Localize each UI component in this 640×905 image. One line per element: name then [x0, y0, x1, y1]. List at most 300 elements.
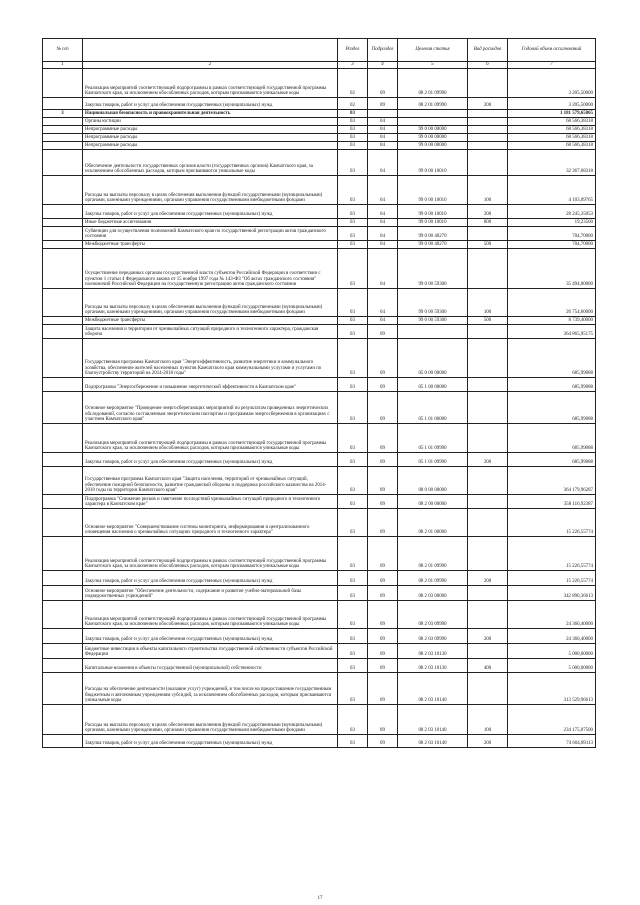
table-cell: 99 0 00 00000 — [398, 126, 468, 134]
table-cell: 200 — [468, 629, 508, 644]
table-cell: 04 — [368, 227, 398, 241]
table-cell: 99 0 00 59300 — [398, 317, 468, 325]
table-cell — [43, 467, 83, 495]
table-cell: 09 — [368, 325, 398, 339]
table-cell — [468, 118, 508, 126]
table-cell: 400 — [468, 659, 508, 673]
table-cell — [43, 142, 83, 150]
table-cell: 09 — [368, 69, 398, 98]
table-cell: 19,23500 — [508, 219, 596, 227]
table-cell — [43, 673, 83, 705]
table-cell: 03 — [338, 644, 368, 659]
table-cell — [43, 495, 83, 509]
table-cell — [468, 325, 508, 339]
table-row — [43, 629, 596, 644]
table-cell: 09 — [368, 586, 398, 601]
table-cell: 200 — [468, 453, 508, 467]
table-cell: 685,99088 — [508, 339, 596, 378]
table-cell — [368, 110, 398, 118]
table-cell — [468, 126, 508, 134]
header-cell — [83, 39, 338, 62]
table-cell — [43, 735, 83, 748]
table-cell: 100 — [468, 176, 508, 205]
table-cell: 1 181 579,65865 — [508, 110, 596, 118]
table-cell: 704,70000 — [508, 241, 596, 249]
table-cell: 08 2 03 09990 — [398, 601, 468, 629]
table-cell: 03 — [338, 118, 368, 126]
table-cell: 09 — [368, 424, 398, 453]
table-cell — [468, 110, 508, 118]
table-cell: 03 — [338, 509, 368, 537]
table-cell: 03 — [338, 586, 368, 601]
table-cell — [43, 644, 83, 659]
table-cell — [398, 118, 468, 126]
table-cell: 03 — [338, 325, 368, 339]
table-cell: Капитальные вложения в объекты государственной (муниципальной) собственности — [83, 659, 338, 673]
table-row — [43, 705, 596, 735]
table-row — [43, 495, 596, 509]
table-cell: 02 — [338, 98, 368, 110]
table-cell — [468, 537, 508, 571]
table-cell: 03 — [338, 339, 368, 378]
table-cell: 04 — [368, 176, 398, 205]
budget-table — [42, 38, 596, 748]
column-number: 6 — [468, 62, 508, 69]
table-row — [43, 392, 596, 424]
table-cell: 358 116,92387 — [508, 495, 596, 509]
table-cell: Органы юстиции — [83, 118, 338, 126]
table-row — [43, 69, 596, 98]
table-cell — [43, 339, 83, 378]
table-cell: 08 2 03 10140 — [398, 673, 468, 705]
table-cell — [43, 629, 83, 644]
table-cell: 99 0 00 10010 — [398, 205, 468, 219]
table-cell: 8 739,40000 — [508, 317, 596, 325]
table-cell: 99 0 00 10010 — [398, 176, 468, 205]
table-cell — [468, 673, 508, 705]
table-cell: Защита населения и территории от чрезвычайных ситуаций природного и техногенного характера, гражданская оборона — [83, 325, 338, 339]
table-cell: 99 0 00 59300 — [398, 289, 468, 317]
table-row — [43, 586, 596, 601]
table-row — [43, 673, 596, 705]
table-cell: 100 — [468, 289, 508, 317]
table-cell: 09 — [368, 537, 398, 571]
table-row — [43, 98, 596, 110]
table-cell: 68 566,38318 — [508, 126, 596, 134]
table-row — [43, 241, 596, 249]
table-cell: 15 226,55774 — [508, 571, 596, 586]
table-row — [43, 289, 596, 317]
table-cell: Государственная программа Камчатского края "Энергоэффективность, развитие энергетики и коммунального хозяйства, обеспечение жителей населенных пунктов Камчатского края коммунальными услугами и услугами по благоустройству территорий на 2014-2018 годы" — [83, 339, 338, 378]
table-cell: 09 — [368, 98, 398, 110]
table-cell — [468, 142, 508, 150]
table-cell: 09 — [368, 659, 398, 673]
table-row — [43, 659, 596, 673]
table-cell: 32 367,68318 — [508, 150, 596, 176]
table-row — [43, 317, 596, 325]
table-cell: 08 2 03 09990 — [398, 629, 468, 644]
table-cell: 685,99088 — [508, 453, 596, 467]
table-cell: Иные бюджетные ассигнования — [83, 219, 338, 227]
table-cell: 74 604,89113 — [508, 735, 596, 748]
table-cell: 704,70000 — [508, 227, 596, 241]
table-cell — [468, 424, 508, 453]
table-cell: 09 — [368, 467, 398, 495]
table-cell — [43, 392, 83, 424]
table-cell: 685,99088 — [508, 424, 596, 453]
table-cell: Государственная программа Камчатского края "Защита населения, территорий от чрезвычайных ситуаций, обеспечение пожарной безопасности, развитие гражданской обороны и поддержка российского казачества на 2014-2018 годы на территории Камчатского края" — [83, 467, 338, 495]
column-number: 2 — [83, 62, 338, 69]
table-cell: 08 2 01 09990 — [398, 571, 468, 586]
table-cell: Закупка товаров, работ и услуг для обеспечения государственных (муниципальных) нужд — [83, 453, 338, 467]
table-cell: 200 — [468, 98, 508, 110]
table-cell: 03 — [338, 495, 368, 509]
table-cell — [43, 118, 83, 126]
table-cell: Основное мероприятие "Обеспечение деятельности, содержание и развитие учебно-материальной базы подведомственных учреждений" — [83, 586, 338, 601]
table-cell: 04 — [368, 142, 398, 150]
table-cell: 500 — [468, 317, 508, 325]
table-cell: Закупка товаров, работ и услуг для обеспечения государственных (муниципальных) нужд — [83, 98, 338, 110]
table-cell: 03 — [338, 735, 368, 748]
table-cell: 03 — [338, 378, 368, 392]
table-cell — [43, 69, 83, 98]
table-cell: 99 0 00 00000 — [398, 134, 468, 142]
table-row — [43, 378, 596, 392]
table-cell: 04 — [368, 219, 398, 227]
table-cell: Непрограммные расходы — [83, 142, 338, 150]
table-cell: 05 1 01 09990 — [398, 453, 468, 467]
table-cell — [43, 150, 83, 176]
table-cell: Национальная безопасность и правоохранительная деятельность — [83, 110, 338, 118]
table-cell: Закупка товаров, работ и услуг для обеспечения государственных (муниципальных) нужд — [83, 735, 338, 748]
table-cell — [43, 424, 83, 453]
table-header-row — [43, 39, 596, 62]
table-cell: 364 865,95175 — [508, 325, 596, 339]
table-cell: 03 — [338, 467, 368, 495]
table-cell: 3 205,50000 — [508, 98, 596, 110]
table-cell: 28 245,35053 — [508, 205, 596, 219]
table-cell: 200 — [468, 571, 508, 586]
table-cell: 03 — [338, 601, 368, 629]
table-cell: 68 566,38318 — [508, 142, 596, 150]
table-cell — [43, 176, 83, 205]
table-cell — [468, 134, 508, 142]
table-row — [43, 571, 596, 586]
table-cell: 03 — [338, 219, 368, 227]
table-cell: 04 — [368, 241, 398, 249]
table-cell: 5 000,00000 — [508, 644, 596, 659]
table-row — [43, 176, 596, 205]
table-cell: 08 2 03 10140 — [398, 735, 468, 748]
table-cell — [43, 241, 83, 249]
table-cell — [43, 537, 83, 571]
table-cell: 03 — [338, 134, 368, 142]
table-cell: 68 566,38318 — [508, 134, 596, 142]
table-row — [43, 227, 596, 241]
table-cell: 09 — [368, 705, 398, 735]
table-cell: Закупка товаров, работ и услуг для обеспечения государственных (муниципальных) нужд — [83, 571, 338, 586]
table-row — [43, 509, 596, 537]
table-cell: 04 — [368, 289, 398, 317]
table-row — [43, 126, 596, 134]
column-number-row — [43, 62, 596, 69]
table-cell: 04 — [368, 249, 398, 289]
table-cell: 200 — [468, 735, 508, 748]
table-cell: Расходы на выплаты персоналу в целях обеспечения выполнения функций государственными (муниципальными) органами, казенными учреждениями, органами управления государственными внебюджетными фондами — [83, 289, 338, 317]
table-cell: 03 — [338, 110, 368, 118]
column-number: 1 — [43, 62, 83, 69]
table-cell: 99 0 00 40270 — [398, 241, 468, 249]
table-cell — [43, 659, 83, 673]
table-cell: 09 — [368, 392, 398, 424]
table-cell: 99 0 00 10010 — [398, 150, 468, 176]
table-cell: 15 226,55774 — [508, 509, 596, 537]
table-cell: 08 2 01 09990 — [398, 98, 468, 110]
table-cell: 08 0 00 00000 — [398, 467, 468, 495]
table-cell: 03 — [338, 126, 368, 134]
table-cell: 04 — [368, 317, 398, 325]
table-cell: 05 1 01 09990 — [398, 424, 468, 453]
table-cell — [43, 289, 83, 317]
table-cell: 09 — [368, 495, 398, 509]
header-cell: № п/п — [43, 39, 83, 62]
table-row — [43, 142, 596, 150]
table-row — [43, 134, 596, 142]
table-cell: 09 — [368, 673, 398, 705]
table-cell: 03 — [338, 241, 368, 249]
table-cell — [43, 249, 83, 289]
table-cell: 3 — [43, 110, 83, 118]
table-cell: 05 1 00 00000 — [398, 378, 468, 392]
table-cell: Реализация мероприятий соответствующей подпрограммы в рамках соответствующей государственной программы Камчатского края, за исключением обособленных расходов, которым присваиваются уникальные коды — [83, 601, 338, 629]
table-cell — [468, 227, 508, 241]
table-cell: Бюджетные инвестиции в объекты капитального строительства государственной собственности субъектов Российской Федерации — [83, 644, 338, 659]
table-cell — [468, 249, 508, 289]
table-cell: 03 — [338, 673, 368, 705]
table-cell — [468, 644, 508, 659]
table-row — [43, 219, 596, 227]
table-cell: 09 — [368, 601, 398, 629]
table-cell: Реализация мероприятий соответствующей подпрограммы в рамках соответствующей государственной программы Камчатского края, за исключением обособленных расходов, которым присваиваются уникальные коды — [83, 424, 338, 453]
table-cell — [43, 205, 83, 219]
table-cell: 04 — [368, 205, 398, 219]
table-cell: 03 — [338, 629, 368, 644]
document-page — [42, 38, 595, 748]
table-cell: 100 — [468, 705, 508, 735]
table-cell: 03 — [338, 659, 368, 673]
table-cell — [43, 378, 83, 392]
table-cell — [468, 378, 508, 392]
table-cell: 05 0 00 00000 — [398, 339, 468, 378]
table-cell: 08 2 01 09990 — [398, 69, 468, 98]
table-cell: 09 — [368, 571, 398, 586]
table-cell: 500 — [468, 241, 508, 249]
table-row — [43, 467, 596, 495]
table-cell: 685,99088 — [508, 378, 596, 392]
table-cell: Обеспечение деятельности государственных органов власти (государственных органов) Камчатского края, за исключением обособленных расходов, которым присваиваются уникальные коды — [83, 150, 338, 176]
table-cell: Подпрограмма "Снижение рисков и смягчение последствий чрезвычайных ситуаций природного и техногенного характера в Камчатском крае" — [83, 495, 338, 509]
table-cell — [468, 339, 508, 378]
table-cell: 200 — [468, 205, 508, 219]
table-cell: 364 179,96287 — [508, 467, 596, 495]
table-cell: 09 — [368, 378, 398, 392]
table-row — [43, 205, 596, 219]
table-cell: 03 — [338, 537, 368, 571]
table-cell — [43, 317, 83, 325]
table-cell: 04 — [368, 118, 398, 126]
table-row — [43, 735, 596, 748]
table-row — [43, 644, 596, 659]
table-cell: 08 2 00 00000 — [398, 495, 468, 509]
column-number: 4 — [368, 62, 398, 69]
table-cell — [468, 495, 508, 509]
table-cell: 03 — [338, 176, 368, 205]
table-cell: 234 175,07500 — [508, 705, 596, 735]
table-row — [43, 453, 596, 467]
table-cell: 24 360,40000 — [508, 601, 596, 629]
table-cell: Закупка товаров, работ и услуг для обеспечения государственных (муниципальных) нужд — [83, 629, 338, 644]
table-cell: 05 1 01 00000 — [398, 392, 468, 424]
table-cell: Субвенции для осуществления полномочий Камчатского края по государственной регистрации актов гражданского состояния — [83, 227, 338, 241]
column-number: 5 — [398, 62, 468, 69]
table-row — [43, 339, 596, 378]
table-cell: 08 2 03 10130 — [398, 659, 468, 673]
table-cell — [468, 601, 508, 629]
table-row — [43, 537, 596, 571]
table-cell: 03 — [338, 424, 368, 453]
table-cell: 09 — [368, 735, 398, 748]
table-cell — [43, 227, 83, 241]
table-cell: 03 — [338, 142, 368, 150]
table-cell: Подпрограмма "Энергосбережение и повышение энергетической эффективности в Камчатском крае" — [83, 378, 338, 392]
table-cell: Расходы на обеспечение деятельности (оказание услуг) учреждений, в том числе на предоставление государственным бюджетным и автономным учреждениям субсидий, за исключением обособленных расходов, которым присваиваются уникальные коды — [83, 673, 338, 705]
table-cell: 03 — [338, 705, 368, 735]
table-cell: Непрограммные расходы — [83, 134, 338, 142]
table-cell — [468, 467, 508, 495]
table-cell: 99 0 00 00000 — [398, 142, 468, 150]
table-cell: 09 — [368, 453, 398, 467]
header-cell: Раздел — [338, 39, 368, 62]
table-cell: 4 103,09765 — [508, 176, 596, 205]
table-cell: 03 — [338, 227, 368, 241]
table-cell — [468, 392, 508, 424]
table-cell: 03 — [338, 205, 368, 219]
table-cell — [43, 219, 83, 227]
table-cell: 03 — [338, 571, 368, 586]
table-cell: 08 2 03 10130 — [398, 644, 468, 659]
table-cell: 800 — [468, 219, 508, 227]
table-cell: Закупка товаров, работ и услуг для обеспечения государственных (муниципальных) нужд — [83, 205, 338, 219]
table-cell — [468, 69, 508, 98]
table-cell: 02 — [338, 69, 368, 98]
table-cell: 03 — [338, 317, 368, 325]
table-cell: 08 2 03 10140 — [398, 705, 468, 735]
table-cell: 99 0 00 59300 — [398, 249, 468, 289]
table-cell: 04 — [368, 134, 398, 142]
table-cell — [43, 601, 83, 629]
table-cell: 03 — [338, 249, 368, 289]
table-cell: 685,99088 — [508, 392, 596, 424]
table-cell: 99 0 00 10010 — [398, 219, 468, 227]
page-number: 17 — [317, 896, 323, 901]
table-cell: Реализация мероприятий соответствующей подпрограммы в рамках соответствующей государственной программы Камчатского края, за исключением обособленных расходов, которым присваиваются уникальные коды — [83, 69, 338, 98]
table-cell: 03 — [338, 453, 368, 467]
table-cell: Основное мероприятие "Совершенствование системы мониторинга, информирования и централизованного оповещения населения о чрезвычайных ситуациях природного и техногенного характера" — [83, 509, 338, 537]
table-cell — [43, 134, 83, 142]
table-cell: 35 494,00000 — [508, 249, 596, 289]
table-cell: 03 — [338, 289, 368, 317]
table-cell — [43, 453, 83, 467]
table-cell — [43, 126, 83, 134]
header-cell: Вид расходов — [468, 39, 508, 62]
table-cell: Межбюджетные трансферты — [83, 317, 338, 325]
table-row — [43, 424, 596, 453]
table-cell: Расходы на выплаты персоналу в целях обеспечения выполнения функций государственными (муниципальными) органами, казенными учреждениями, органами управления государственными внебюджетными фондами — [83, 176, 338, 205]
table-cell: 15 226,55774 — [508, 537, 596, 571]
table-cell: 09 — [368, 629, 398, 644]
table-cell: 09 — [368, 509, 398, 537]
table-row — [43, 249, 596, 289]
table-cell: 313 529,96613 — [508, 673, 596, 705]
table-cell: Основное мероприятие "Проведение энергосберегающих мероприятий по результатам проведенных энергетических обследований, согласно составленным энергетическим паспортам и программам энергосбережения в организациях с участием Камчатского края" — [83, 392, 338, 424]
column-number: 7 — [508, 62, 596, 69]
table-cell: Расходы на выплаты персоналу в целях обеспечения выполнения функций государственными (муниципальными) органами, казенными учреждениями, органами управления государственными внебюджетными фондами — [83, 705, 338, 735]
table-row — [43, 325, 596, 339]
table-cell: 04 — [368, 150, 398, 176]
table-cell: 68 566,38318 — [508, 118, 596, 126]
table-cell — [43, 325, 83, 339]
table-cell — [43, 509, 83, 537]
table-cell — [398, 110, 468, 118]
table-cell: Осуществление переданных органам государственной власти субъектов Российской Федерации в соответствии с пунктом 1 статьи 4 Федерального закона от 15 ноября 1997 года № 143-ФЗ "Об актах гражданского состояния" полномочий Российской Федерации на государственную регистрацию актов гражданского состояния — [83, 249, 338, 289]
table-cell: 5 000,00000 — [508, 659, 596, 673]
table-cell: Реализация мероприятий соответствующей подпрограммы в рамках соответствующей государственной программы Камчатского края, за исключением обособленных расходов, которым присваиваются уникальные коды — [83, 537, 338, 571]
table-cell: 09 — [368, 644, 398, 659]
table-cell — [43, 586, 83, 601]
table-cell — [43, 98, 83, 110]
table-cell: 24 360,40000 — [508, 629, 596, 644]
table-row — [43, 118, 596, 126]
column-number: 3 — [338, 62, 368, 69]
header-cell: Годовой объем ассигнований — [508, 39, 596, 62]
table-row — [43, 150, 596, 176]
table-cell: 04 — [368, 126, 398, 134]
table-cell: 3 205,50000 — [508, 69, 596, 98]
table-cell — [468, 509, 508, 537]
table-cell: 09 — [368, 339, 398, 378]
table-row — [43, 601, 596, 629]
table-cell — [468, 150, 508, 176]
table-row — [43, 110, 596, 118]
table-cell: Непрограммные расходы — [83, 126, 338, 134]
table-cell: 03 — [338, 150, 368, 176]
table-cell: Межбюджетные трансферты — [83, 241, 338, 249]
table-cell: 08 2 01 00000 — [398, 509, 468, 537]
table-cell: 03 — [338, 392, 368, 424]
table-cell — [43, 705, 83, 735]
table-body — [43, 69, 596, 748]
table-cell — [43, 571, 83, 586]
header-cell: Подраздел — [368, 39, 398, 62]
table-cell: 99 0 00 40270 — [398, 227, 468, 241]
header-cell: Целевая статья — [398, 39, 468, 62]
table-cell: 08 2 03 00000 — [398, 586, 468, 601]
table-cell — [468, 586, 508, 601]
table-cell — [398, 325, 468, 339]
table-cell: 08 2 01 09990 — [398, 537, 468, 571]
table-cell: 342 890,36613 — [508, 586, 596, 601]
table-cell: 26 754,60000 — [508, 289, 596, 317]
